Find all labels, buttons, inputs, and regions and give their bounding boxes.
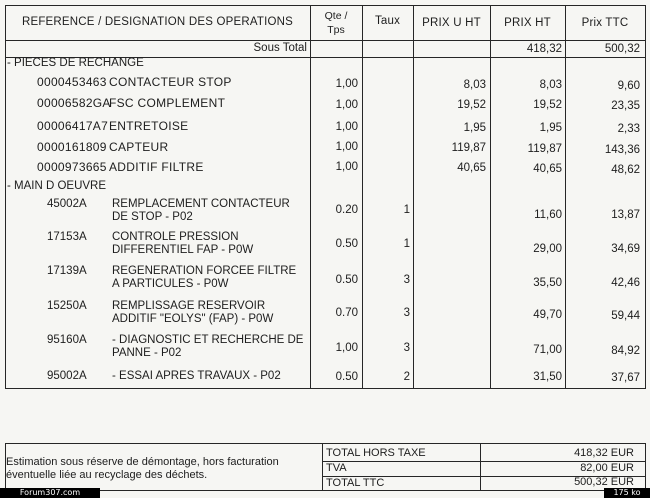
labor-label-line2: DIFFERENTIEL FAP - P0W [112,244,254,256]
piece-prix-ht: 119,87 [527,143,562,155]
piece-prix-u-ht: 19,52 [457,99,486,111]
piece-code: 0000973665 [37,160,107,174]
piece-prix-ttc: 2,33 [617,123,640,135]
total-ttc-value: 500,32 EUR [574,476,634,488]
piece-qte: 1,00 [335,161,358,173]
piece-label: CAPTEUR [109,140,169,154]
labor-code: 95002A [47,370,87,382]
labor-label-line1: REGENERATION FORCEE FILTRE [112,265,297,277]
labor-label-line2: PANNE - P02 [112,347,182,359]
piece-code: 00006582GA [37,96,111,110]
piece-prix-ttc: 9,60 [617,80,640,92]
column-divider-prix-ttc [565,5,566,389]
labor-code: 17139A [47,265,87,277]
header-divider [5,40,646,41]
footer-divider-labels [322,443,323,491]
header-taux: Taux [374,15,401,27]
table-row [0,370,650,384]
piece-label: ENTRETOISE [109,119,189,133]
header-qte: Qte / [324,10,348,22]
piece-label: CONTACTEUR STOP [109,75,232,89]
header-prix-u-ht: PRIX U HT [422,17,481,29]
labor-prix-ht: 35,50 [533,277,562,289]
piece-code: 00006417A7 [37,119,109,133]
labor-prix-ttc: 59,44 [611,310,640,322]
labor-code: 95160A [47,334,87,346]
labor-prix-ttc: 42,46 [611,277,640,289]
labor-prix-ht: 31,50 [533,371,562,383]
table-row [0,76,650,90]
labor-taux: 2 [403,371,410,383]
table-row [0,265,650,293]
table-left-border [5,5,6,389]
piece-qte: 1,00 [335,141,358,153]
labor-taux: 1 [403,238,410,250]
piece-prix-ht: 40,65 [533,163,562,175]
labor-prix-ttc: 34,69 [611,243,640,255]
piece-prix-ht: 19,52 [533,99,562,111]
piece-label: ADDITIF FILTRE [109,160,204,174]
estimation-note-line2: éventuelle liée au recyclage des déchets. [6,469,208,481]
header-prix-ttc: Prix TTC [581,17,629,29]
total-ht-label: TOTAL HORS TAXE [326,447,426,459]
piece-prix-ttc: 23,35 [611,100,640,112]
column-divider-taux [362,5,363,389]
pieces-section-title: - PIECES DE RECHANGE [7,57,144,69]
table-bottom-border [5,388,646,389]
labor-prix-ht: 71,00 [533,344,562,356]
labor-qte: 0.70 [335,307,358,319]
tva-label: TVA [326,462,347,474]
forum-watermark: Forum307.com [0,488,100,498]
piece-prix-u-ht: 1,95 [463,122,486,134]
sous-total-prix-ttc: 500,32 [604,43,640,55]
labor-qte: 1,00 [335,342,358,354]
labor-code: 45002A [47,198,87,210]
labor-code: 17153A [47,231,87,243]
piece-code: 0000453463 [37,75,107,89]
piece-prix-u-ht: 40,65 [457,162,486,174]
labor-taux: 3 [403,342,410,354]
table-row [0,141,650,155]
piece-prix-u-ht: 119,87 [451,142,486,154]
tva-value: 82,00 EUR [580,462,634,474]
total-ht-value: 418,32 EUR [574,447,634,459]
piece-qte: 1,00 [335,121,358,133]
header-tps: Tps [327,24,345,36]
labor-label-line2: A PARTICULES - P0W [112,278,229,290]
piece-prix-ttc: 48,62 [611,164,640,176]
piece-prix-ht: 1,95 [539,122,562,134]
sous-total-prix-ht: 418,32 [526,43,562,55]
piece-prix-ht: 8,03 [539,79,562,91]
file-size-badge: 175 ko [604,488,650,498]
labor-prix-ttc: 37,67 [611,372,640,384]
labor-taux: 3 [403,274,410,286]
labor-qte: 0.50 [335,274,358,286]
labor-prix-ttc: 84,92 [611,345,640,357]
labor-code: 15250A [47,300,87,312]
table-row [0,161,650,175]
table-top-border [5,5,646,6]
column-divider-prix-u [413,5,414,389]
piece-code: 0000161809 [37,140,107,154]
labor-qte: 0.50 [335,238,358,250]
table-row [0,300,650,328]
estimation-note-line1: Estimation sous réserve de démontage, hors facturation [6,456,279,468]
table-right-border [645,5,646,389]
piece-prix-ttc: 143,36 [604,144,640,156]
table-row [0,120,650,134]
table-row [0,334,650,362]
labor-taux: 3 [403,307,410,319]
table-row [0,97,650,111]
labor-qte: 0.20 [335,204,358,216]
total-ttc-label: TOTAL TTC [326,477,385,489]
labor-label-line1: REMPLACEMENT CONTACTEUR [112,198,290,210]
column-divider-prix-ht [490,5,491,389]
labor-prix-ht: 49,70 [533,309,562,321]
labor-prix-ht: 29,00 [533,243,562,255]
table-row [0,198,650,226]
piece-qte: 1,00 [335,78,358,90]
main-oeuvre-section-title: - MAIN D OEUVRE [7,180,107,192]
piece-qte: 1,00 [335,99,358,111]
labor-prix-ttc: 13,87 [611,209,640,221]
piece-label: FSC COMPLEMENT [109,96,226,110]
column-divider-qte [310,5,311,389]
header-prix-ht: PRIX HT [504,17,551,29]
labor-label-line1: CONTROLE PRESSION [112,231,239,243]
labor-label-line2: ADDITIF "EOLYS" (FAP) - P0W [112,313,274,325]
footer-top-border [5,443,646,444]
labor-qte: 0.50 [335,371,358,383]
labor-label-line1: - ESSAI APRES TRAVAUX - P02 [112,370,281,382]
footer-bottom-border [5,490,646,491]
labor-label-line1: REMPLISSAGE RESERVOIR [112,300,266,312]
labor-prix-ht: 11,60 [534,209,562,221]
sous-total-label: Sous Total [253,42,307,54]
footer-right-border [645,443,646,491]
table-row [0,231,650,259]
labor-taux: 1 [403,204,410,216]
labor-label-line2: DE STOP - P02 [112,211,193,223]
piece-prix-u-ht: 8,03 [463,79,486,91]
labor-label-line1: - DIAGNOSTIC ET RECHERCHE DE [112,334,304,346]
header-reference: REFERENCE / DESIGNATION DES OPERATIONS [21,16,294,28]
